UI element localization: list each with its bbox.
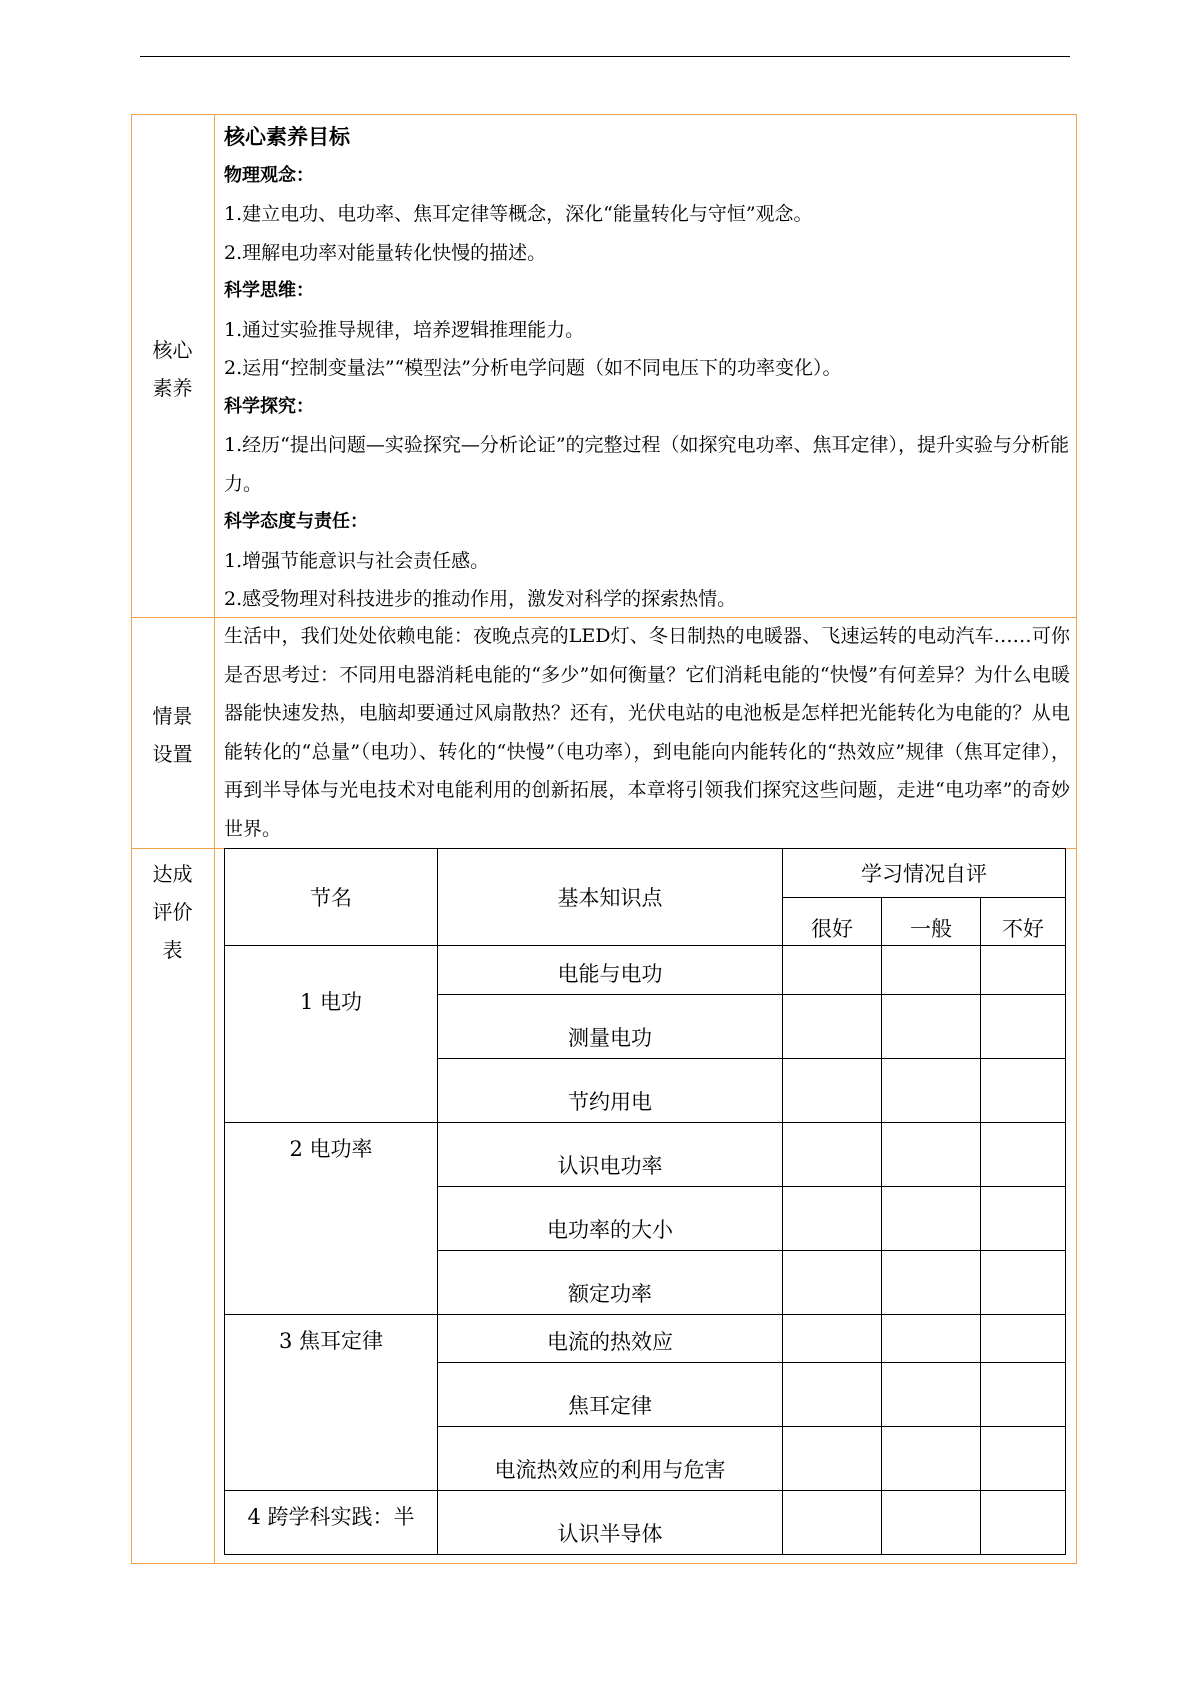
- knowledge-cell: 电能与电功: [438, 946, 783, 995]
- rating-poor-cell[interactable]: [981, 995, 1066, 1059]
- rating-good-cell[interactable]: [783, 1251, 882, 1315]
- rating-poor-cell[interactable]: [981, 1363, 1066, 1427]
- rating-ok-cell[interactable]: [882, 1315, 981, 1363]
- section-cell: 1 电功: [225, 946, 438, 1123]
- rating-poor-cell[interactable]: [981, 1491, 1066, 1555]
- goal-item: 2.运用“控制变量法”“模型法”分析电学问题（如不同电压下的功率变化）。: [224, 357, 842, 379]
- section-cell: 2 电功率: [225, 1123, 438, 1315]
- rating-good-cell[interactable]: [783, 946, 882, 995]
- label-column-divider: [214, 114, 215, 1564]
- rating-good-cell[interactable]: [783, 995, 882, 1059]
- core-content: [224, 118, 1070, 619]
- goal-item: 2.感受物理对科技进步的推动作用，激发对科学的探索热情。: [224, 588, 737, 610]
- rating-poor-cell[interactable]: [981, 1059, 1066, 1123]
- rating-ok-cell[interactable]: [882, 946, 981, 995]
- knowledge-cell: 电流热效应的利用与危害: [438, 1427, 783, 1491]
- header-section: 节名: [225, 849, 438, 946]
- section-heading: 科学态度与责任：: [224, 511, 368, 532]
- evaluation-table: [224, 848, 1066, 1555]
- rating-ok-cell[interactable]: [882, 1059, 981, 1123]
- core-title: 核心素养目标: [224, 125, 350, 149]
- rating-ok-cell[interactable]: [882, 1427, 981, 1491]
- header-self-eval: 学习情况自评: [783, 849, 1066, 898]
- scenario-text: 生活中，我们处处依赖电能：夜晚点亮的LED灯、冬日制热的电暖器、飞速运转的电动汽车……可你是否思考过：不同用电器消耗电能的“多少”如何衡量？它们消耗电能的“快慢”有何差异？为什么电暖器能快速发热，电脑却要通过风扇散热？还有，光伏电站的电池板是怎样把光能转化为电能的？从电能转化的“总量”（电功）、转化的“快慢”（电功率），到电能向内能转化的“热效应”规律（焦耳定律），再到半导体与光电技术对电能利用的创新拓展，本章将引领我们探究这些问题，走进“电功率”的奇妙世界。: [224, 625, 1070, 840]
- goal-item: 1.经历“提出问题—实验探究—分析论证”的完整过程（如探究电功率、焦耳定律），提升实验与分析能力。: [224, 434, 1070, 495]
- rating-good-cell[interactable]: [783, 1187, 882, 1251]
- rating-ok-cell[interactable]: [882, 995, 981, 1059]
- knowledge-cell: 焦耳定律: [438, 1363, 783, 1427]
- rating-poor-cell[interactable]: [981, 1251, 1066, 1315]
- goal-item: 1.通过实验推导规律，培养逻辑推理能力。: [224, 318, 585, 341]
- rating-good-cell[interactable]: [783, 1059, 882, 1123]
- rating-poor-cell[interactable]: [981, 1427, 1066, 1491]
- knowledge-cell: 认识半导体: [438, 1491, 783, 1555]
- rating-good-cell[interactable]: [783, 1315, 882, 1363]
- knowledge-cell: 电功率的大小: [438, 1187, 783, 1251]
- rating-poor-cell[interactable]: [981, 1187, 1066, 1251]
- rating-good-cell[interactable]: [783, 1123, 882, 1187]
- rating-poor-cell[interactable]: [981, 946, 1066, 995]
- table-row: [225, 1123, 1066, 1187]
- rating-ok-cell[interactable]: [882, 1251, 981, 1315]
- section-heading: 科学思维：: [224, 280, 314, 301]
- rating-good-cell[interactable]: [783, 1491, 882, 1555]
- rating-good-cell[interactable]: [783, 1363, 882, 1427]
- table-row: [225, 1491, 1066, 1555]
- core-row-label: 核心 素养: [152, 338, 193, 400]
- rating-good-cell[interactable]: [783, 1427, 882, 1491]
- rating-ok-cell[interactable]: [882, 1363, 981, 1427]
- knowledge-cell: 节约用电: [438, 1059, 783, 1123]
- rating-poor-cell[interactable]: [981, 1315, 1066, 1363]
- header-knowledge: 基本知识点: [438, 849, 783, 946]
- goal-item: 2.理解电功率对能量转化快慢的描述。: [224, 241, 547, 264]
- section-heading: 科学探究：: [224, 395, 314, 417]
- table-row: [225, 1315, 1066, 1363]
- knowledge-cell: 电流的热效应: [438, 1315, 783, 1363]
- rating-poor-cell[interactable]: [981, 1123, 1066, 1187]
- header-level-good: 很好: [783, 898, 882, 946]
- header-rule: [140, 56, 1070, 57]
- goal-item: 1.建立电功、电功率、焦耳定律等概念，深化“能量转化与守恒”观念。: [224, 203, 813, 225]
- section-cell: 3 焦耳定律: [225, 1315, 438, 1491]
- rating-ok-cell[interactable]: [882, 1123, 981, 1187]
- goal-item: 1.增强节能意识与社会责任感。: [224, 549, 490, 572]
- rating-ok-cell[interactable]: [882, 1187, 981, 1251]
- eval-row-label: 达成 评价 表: [152, 862, 193, 962]
- header-level-poor: 不好: [981, 898, 1066, 946]
- table-header-row: [225, 849, 1066, 898]
- knowledge-cell: 额定功率: [438, 1251, 783, 1315]
- section-heading: 物理观念：: [224, 164, 314, 186]
- section-cell: 4 跨学科实践：半: [225, 1491, 438, 1555]
- table-row: [225, 946, 1066, 995]
- header-level-ok: 一般: [882, 898, 981, 946]
- scenario-row-label: 情景 设置: [152, 704, 193, 766]
- knowledge-cell: 测量电功: [438, 995, 783, 1059]
- knowledge-cell: 认识电功率: [438, 1123, 783, 1187]
- rating-ok-cell[interactable]: [882, 1491, 981, 1555]
